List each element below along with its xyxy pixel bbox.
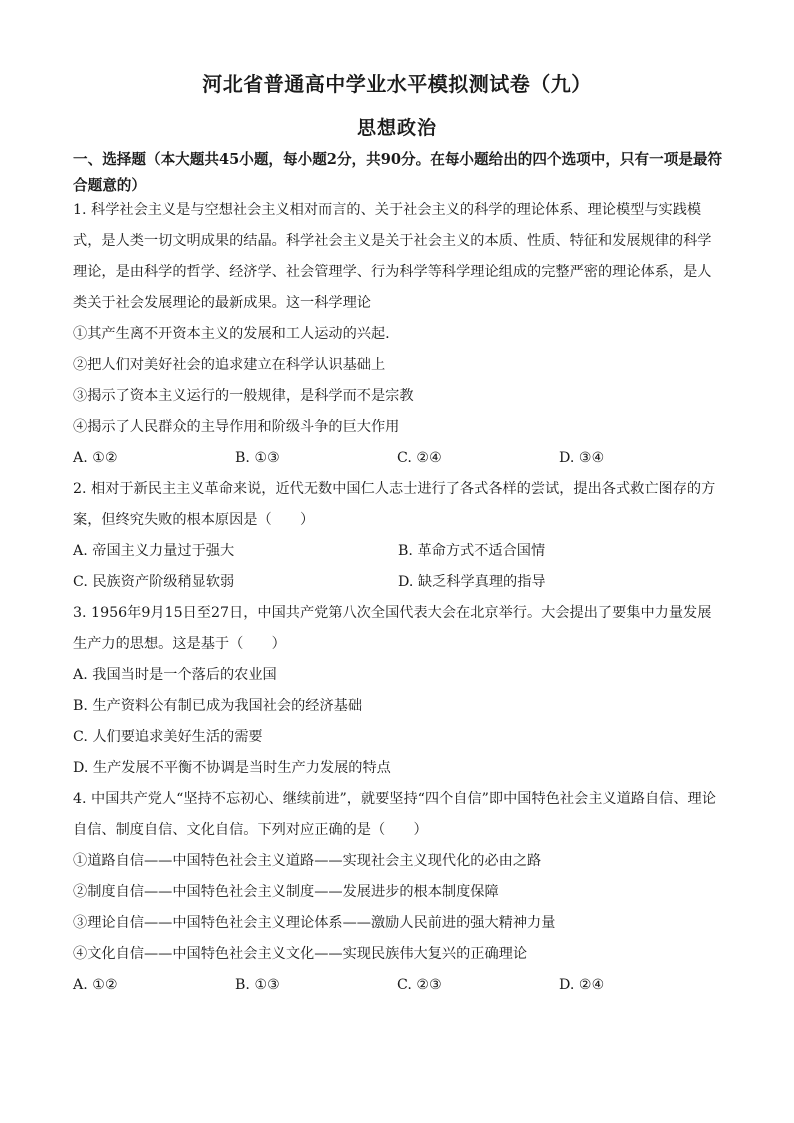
question-2-option-b[interactable]: B. 革命方式不适合国情: [398, 543, 546, 559]
question-2-options-row-1: [73, 536, 723, 567]
question-4-stem: 4. 中国共产党人“坚持不忘初心、继续前进”，就要坚持“四个自信”即中国特色社会主义道路自信、理论自信、制度自信、文化自信。下列对应正确的是（ ）: [73, 791, 716, 838]
question-4-option-c[interactable]: C. ②③: [397, 977, 442, 993]
question-2-option-c[interactable]: C. 民族资产阶级稍显软弱: [73, 574, 235, 590]
question-4-statement-4: ④文化自信——中国特色社会主义文化——实现民族伟大复兴的正确理论: [73, 946, 528, 962]
question-3-option-c[interactable]: C. 人们要追求美好生活的需要: [73, 729, 263, 745]
question-3-option-b[interactable]: B. 生产资料公有制已成为我国社会的经济基础: [73, 698, 363, 714]
question-3-stem: 3. 1956年9月15日至27日，中国共产党第八次全国代表大会在北京举行。大会提出了要集中力量发展生产力的思想。这是基于（ ）: [73, 605, 712, 652]
question-1-statement-4: ④揭示了人民群众的主导作用和阶级斗争的巨大作用: [73, 419, 400, 435]
question-2: [73, 474, 723, 598]
question-1-option-d[interactable]: D. ③④: [559, 450, 605, 466]
question-2-option-d[interactable]: D. 缺乏科学真理的指导: [398, 574, 546, 590]
subject-title: 思想政治: [356, 117, 437, 139]
question-1-statement-3: ③揭示了资本主义运行的一般规律，是科学而不是宗教: [73, 388, 414, 404]
question-3: [73, 598, 723, 784]
question-4-statement-3: ③理论自信——中国特色社会主义理论体系——激励人民前进的强大精神力量: [73, 915, 556, 931]
question-4: [73, 784, 723, 1001]
question-1: [73, 195, 723, 474]
question-4-option-a[interactable]: A. ①②: [73, 977, 118, 993]
question-4-statement-1: ①道路自信——中国特色社会主义道路——实现社会主义现代化的必由之路: [73, 853, 542, 869]
section-heading: 一、选择题（本大题共45小题，每小题2分，共90分。在每小题给出的四个选项中，只有一项是最符合题意的）: [73, 151, 723, 194]
question-4-statement-2: ②制度自信——中国特色社会主义制度——发展进步的根本制度保障: [73, 884, 499, 900]
question-2-options-row-2: [73, 567, 723, 598]
question-2-option-a[interactable]: A. 帝国主义力量过于强大: [73, 543, 235, 559]
question-1-option-b[interactable]: B. ①③: [235, 450, 280, 466]
question-1-options: [73, 443, 723, 474]
question-2-stem: 2. 相对于新民主主义革命来说，近代无数中国仁人志士进行了各式各样的尝试，提出各式救亡图存的方案，但终究失败的根本原因是（ ）: [73, 481, 716, 528]
question-4-options: [73, 970, 723, 1001]
exam-title: 河北省普通高中学业水平模拟测试卷（九）: [202, 72, 592, 96]
question-3-option-a[interactable]: A. 我国当时是一个落后的农业国: [73, 667, 277, 683]
question-4-option-b[interactable]: B. ①③: [235, 977, 280, 993]
question-4-option-d[interactable]: D. ②④: [559, 977, 605, 993]
question-1-option-a[interactable]: A. ①②: [73, 450, 118, 466]
question-1-stem: 1. 科学社会主义是与空想社会主义相对而言的、关于社会主义的科学的理论体系、理论模型与实践模式，是人类一切文明成果的结晶。科学社会主义是关于社会主义的本质、性质、特征和发展规律的科学理论，是由科学的哲学、经济学、社会管理学、行为科学等科学理论组成的完整严密的理论体系，是人类关于社会发展理论的最新成果。这一科学理论: [73, 202, 712, 311]
question-1-option-c[interactable]: C. ②④: [397, 450, 442, 466]
question-1-statement-1: ①其产生离不开资本主义的发展和工人运动的兴起.: [73, 326, 390, 342]
question-3-option-d[interactable]: D. 生产发展不平衡不协调是当时生产力发展的特点: [73, 760, 391, 776]
question-1-statement-2: ②把人们对美好社会的追求建立在科学认识基础上: [73, 357, 386, 373]
